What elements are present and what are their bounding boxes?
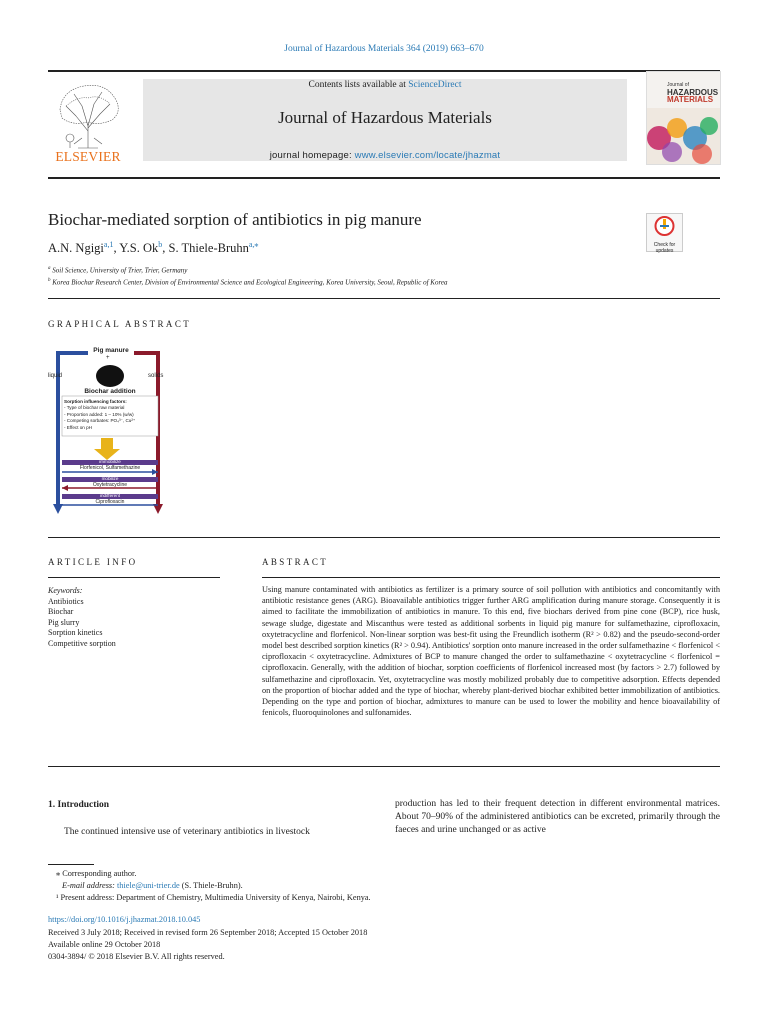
pig-manure-label: Pig manure: [93, 347, 129, 354]
author-name[interactable]: Y.S. Ok: [119, 241, 159, 256]
author-affil-sup[interactable]: a,⁎: [248, 240, 259, 249]
graphical-abstract-heading: GRAPHICAL ABSTRACT: [48, 319, 192, 329]
author-separator: ,: [162, 241, 169, 256]
title-section-rule: [48, 298, 720, 299]
introduction-col2: production has led to their frequent detection in different environmental matrices. About 70–90% of the administered antibiotics can be excreted, primarily through the faeces and urine unchanged or as active: [395, 799, 720, 835]
crossmark-icon: [647, 214, 682, 238]
journal-cover-thumbnail[interactable]: [646, 71, 721, 165]
email-note: [62, 880, 243, 891]
crossmark-label: Check for updates: [653, 242, 676, 254]
solids-label: solids: [148, 373, 164, 379]
email-link[interactable]: thiele@uni-trier.de: [117, 881, 180, 890]
homepage-label: journal homepage:: [269, 150, 355, 161]
sciencedirect-link[interactable]: ScienceDirect: [408, 80, 462, 90]
header-bottom-rule: [48, 177, 720, 179]
abstract-rule: [262, 577, 720, 578]
band-tag: indifferent: [99, 493, 121, 498]
received-dates: Received 3 July 2018; Received in revised form 26 September 2018; Accepted 15 October 2018: [48, 928, 368, 937]
keyword-item: Antibiotics: [48, 596, 84, 606]
homepage-link[interactable]: www.elsevier.com/locate/jhazmat: [354, 150, 501, 161]
abstract-text: Using manure contaminated with antibiotics as fertilizer is a primary source of soil pollution with antibiotics and concomitantly with antibiotic resistance genes (ARG). Bioavailable antibiotics trigger further ARG amplification during manure storage. Consequently it is aimed to facilitate the immobilization of antibiotics in manure. To this end, five biochars derived from pine cone (BCP), rice husk, sewage sludge, digestate and Miscanthus were tested as additional sorbents in liquid pig manure for sulfamethazine, ciprofloxacin, oxytetracycline and florfenicol. Non-linear sorption was best-fit using the Freundlich isotherm (R² > 0.82) and the pseudo-second-order model best described sorption kinetics (R² > 0.94). Antibiotics' sorption onto manure increased in the order sulfamethazine < florfenicol < ciprofloxacin < oxytetracycline. Admixtures of BCP to manure changed the order to sulfamethazine < oxytetracycline < florfenicol = ciprofloxacin. Generally, with the addition of biochar, sorption coefficients of florfenicol increased most (by factors > 2.7) followed by sulfamethazine and ciprofloxacin. Yet, oxytetracycline was mostly mobilized probably due to competitive adsorption. Effects depended on the proportion of biochar added and the type of biochar, whereby plant-derived biochar exhibited better immobilization of antibiotics. Depending on the type and portion of biochar, admixtures to manure can be used to lower the mobility and hence bioavailability of fenicols, fluoroquinolones and sulfonamides.: [262, 585, 720, 718]
cover-title: [667, 82, 718, 103]
doi-link[interactable]: https://doi.org/10.1016/j.jhazmat.2018.10.045: [48, 915, 201, 924]
affiliation-text: Korea Biochar Research Center, Division of Environmental Science and Ecological Engineering, Korea University, Seoul, Republic of Korea: [52, 278, 448, 287]
journal-title: Journal of Hazardous Materials: [278, 108, 492, 127]
factor-item: - Effect on pH: [64, 424, 93, 430]
publisher-name: ELSEVIER: [55, 149, 121, 164]
affiliation-label: a: [48, 266, 51, 271]
author-affil-sup[interactable]: a,1: [103, 240, 114, 249]
factor-item: - Type of biochar raw material: [64, 405, 125, 411]
biochar-addition-label: Biochar addition: [84, 388, 136, 395]
cover-line-3: MATERIALS: [667, 95, 714, 104]
email-suffix: (S. Thiele-Bruhn).: [179, 881, 243, 890]
band-text: Oxytetracycline: [92, 482, 128, 488]
keyword-item: Biochar: [48, 607, 74, 616]
elsevier-logo: [48, 76, 128, 166]
email-label: E-mail address:: [62, 881, 117, 890]
author-separator: ,: [113, 241, 120, 256]
article-info-heading: ARTICLE INFO: [48, 557, 138, 567]
cover-line-2: HAZARDOUS: [667, 88, 719, 97]
article-info-rule: [48, 577, 220, 578]
sorption-factors-list: [64, 399, 156, 431]
factor-item: - Proportion added: 1 – 10% (w/w): [64, 411, 134, 417]
author-name[interactable]: S. Thiele-Bruhn: [168, 241, 249, 256]
band-tag: immobilize: [99, 459, 121, 464]
keywords-block: [48, 586, 116, 649]
introduction-heading: 1. Introduction: [48, 800, 110, 810]
check-for-updates-badge[interactable]: [646, 213, 683, 252]
keyword-item: Sorption kinetics: [48, 628, 103, 637]
graphical-abstract-diagram: [48, 346, 178, 516]
keywords-label: Keywords:: [48, 586, 83, 595]
affiliation-a: [48, 266, 187, 274]
contents-prefix: Contents lists available at: [308, 80, 409, 90]
keyword-item: Pig slurry: [48, 617, 80, 627]
author-affil-sup[interactable]: b: [158, 240, 163, 249]
journal-citation-link[interactable]: Journal of Hazardous Materials 364 (2019) 663–670: [284, 44, 484, 54]
band-text: Florfenicol, Sulfamethazine: [79, 465, 141, 471]
journal-homepage: [143, 150, 627, 161]
band-text: Ciprofloxacin: [95, 499, 125, 505]
header-top-rule: [48, 70, 720, 72]
cover-line-1: Journal of: [667, 82, 689, 88]
present-address-note: ¹ Present address: Department of Chemistry, Multimedia University of Kenya, Nairobi, Kenya.: [56, 893, 371, 902]
plus-label: +: [106, 355, 110, 361]
keyword-item: Competitive sorption: [48, 638, 116, 648]
factor-item: - Competing sorbates: PO₄³⁻, Cu²⁺: [64, 418, 136, 424]
corresponding-author-note: ⁎ Corresponding author.: [56, 869, 137, 878]
affiliation-text: Soil Science, University of Trier, Trier, Germany: [52, 266, 188, 275]
author-name[interactable]: A.N. Ngigi: [48, 241, 104, 256]
liquid-label: liquid: [48, 373, 63, 379]
band-tag: mobilize: [101, 476, 119, 481]
copyright-line: 0304-3894/ © 2018 Elsevier B.V. All rights reserved.: [48, 952, 225, 961]
abstract-bottom-rule: [48, 766, 720, 767]
footnote-rule: [48, 864, 94, 865]
contents-line: [143, 80, 627, 90]
affiliation-b: [48, 278, 448, 286]
introduction-col1: The continued intensive use of veterinary antibiotics in livestock: [64, 827, 310, 837]
available-online: Available online 29 October 2018: [48, 940, 161, 949]
factors-title: Sorption influencing factors:: [64, 399, 127, 404]
cover-art-image: [647, 108, 720, 164]
author-list: [48, 240, 258, 256]
graphical-abstract-rule: [48, 537, 720, 538]
abstract-heading: ABSTRACT: [262, 557, 329, 567]
article-title: Biochar-mediated sorption of antibiotics in pig manure: [48, 210, 422, 229]
affiliation-label: b: [48, 278, 51, 283]
